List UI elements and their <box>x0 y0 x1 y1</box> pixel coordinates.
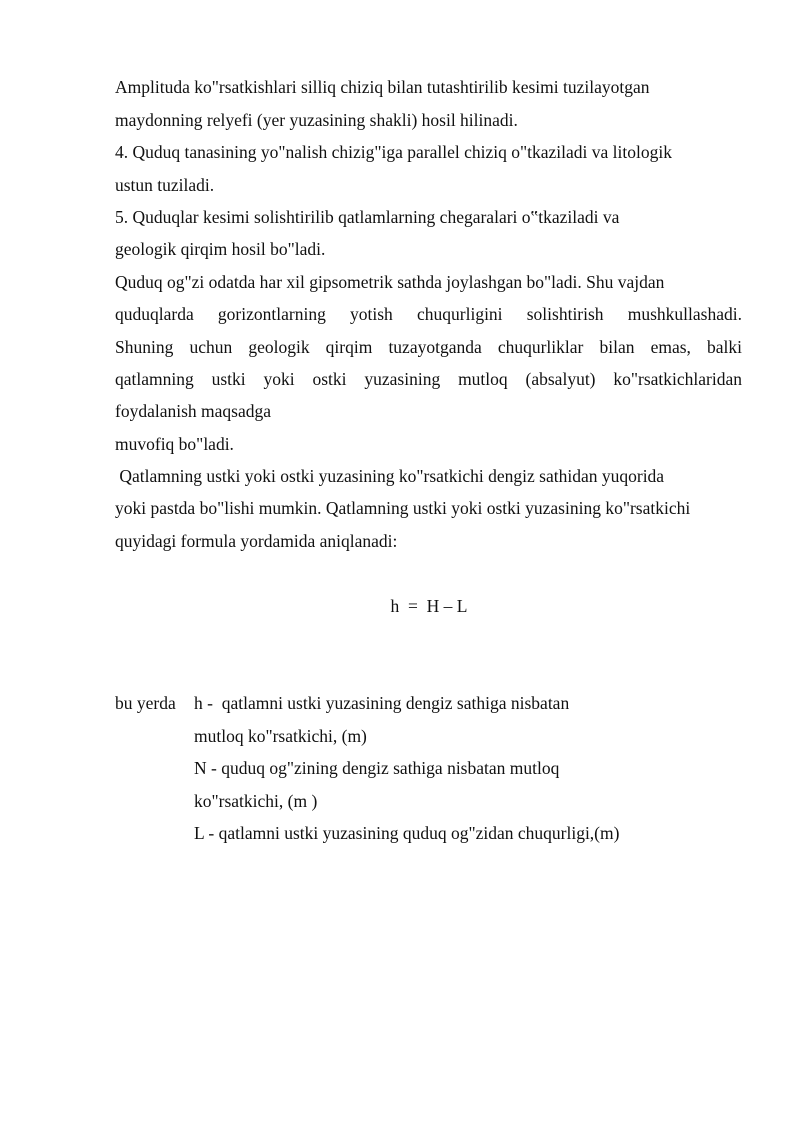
paragraph-line: yoki pastda bo"lishi mumkin. Qatlamning ustki yoki ostki yuzasining ko"rsatkichi <box>115 498 691 518</box>
definition-line: N - quduq og"zining dengiz sathiga nisbatan mutloq <box>194 758 560 778</box>
paragraph-line: 4. Quduq tanasining yo"nalish chizig"iga parallel chiziq o"tkaziladi va litologik <box>115 142 672 162</box>
paragraph-line: 5. Quduqlar kesimi solishtirilib qatlamlarning chegaralari o‟tkaziladi va <box>115 207 620 227</box>
definition-line: ko"rsatkichi, (m ) <box>194 791 318 811</box>
paragraph-line-justified: quduqlarda gorizontlarning yotish chuqurligini solishtirish mushkullashadi. <box>115 304 742 324</box>
paragraph-line-justified: Shuning uchun geologik qirqim tuzayotganda chuqurliklar bilan emas, balki <box>115 337 742 357</box>
paragraph-line: geologik qirqim hosil bo"ladi. <box>115 239 326 259</box>
paragraph-line: Amplituda ko"rsatkishlari silliq chiziq bilan tutashtirilib kesimi tuzilayotgan <box>115 77 650 97</box>
definition-line: mutloq ko"rsatkichi, (m) <box>194 726 367 746</box>
definition-line: L - qatlamni ustki yuzasining quduq og"zidan chuqurligi,(m) <box>194 823 620 843</box>
paragraph-line: foydalanish maqsadga <box>115 401 271 421</box>
paragraph-line: Qatlamning ustki yoki ostki yuzasining ko"rsatkichi dengiz sathidan yuqorida <box>115 466 665 486</box>
paragraph-line: ustun tuziladi. <box>115 175 215 195</box>
paragraph-line: muvofiq bo"ladi. <box>115 434 234 454</box>
definition-line: h - qatlamni ustki yuzasining dengiz sathiga nisbatan <box>194 693 570 713</box>
paragraph-line-justified: qatlamning ustki yoki ostki yuzasining mutloq (absalyut) ko"rsatkichlaridan <box>115 369 742 389</box>
definitions-label: bu yerda <box>115 693 176 713</box>
formula: h = H – L <box>390 596 468 616</box>
paragraph-line: Quduq og"zi odatda har xil gipsometrik sathda joylashgan bo"ladi. Shu vajdan <box>115 272 665 292</box>
paragraph-line: maydonning relyefi (yer yuzasining shakli) hosil hilinadi. <box>115 110 518 130</box>
paragraph-line: quyidagi formula yordamida aniqlanadi: <box>115 531 398 551</box>
